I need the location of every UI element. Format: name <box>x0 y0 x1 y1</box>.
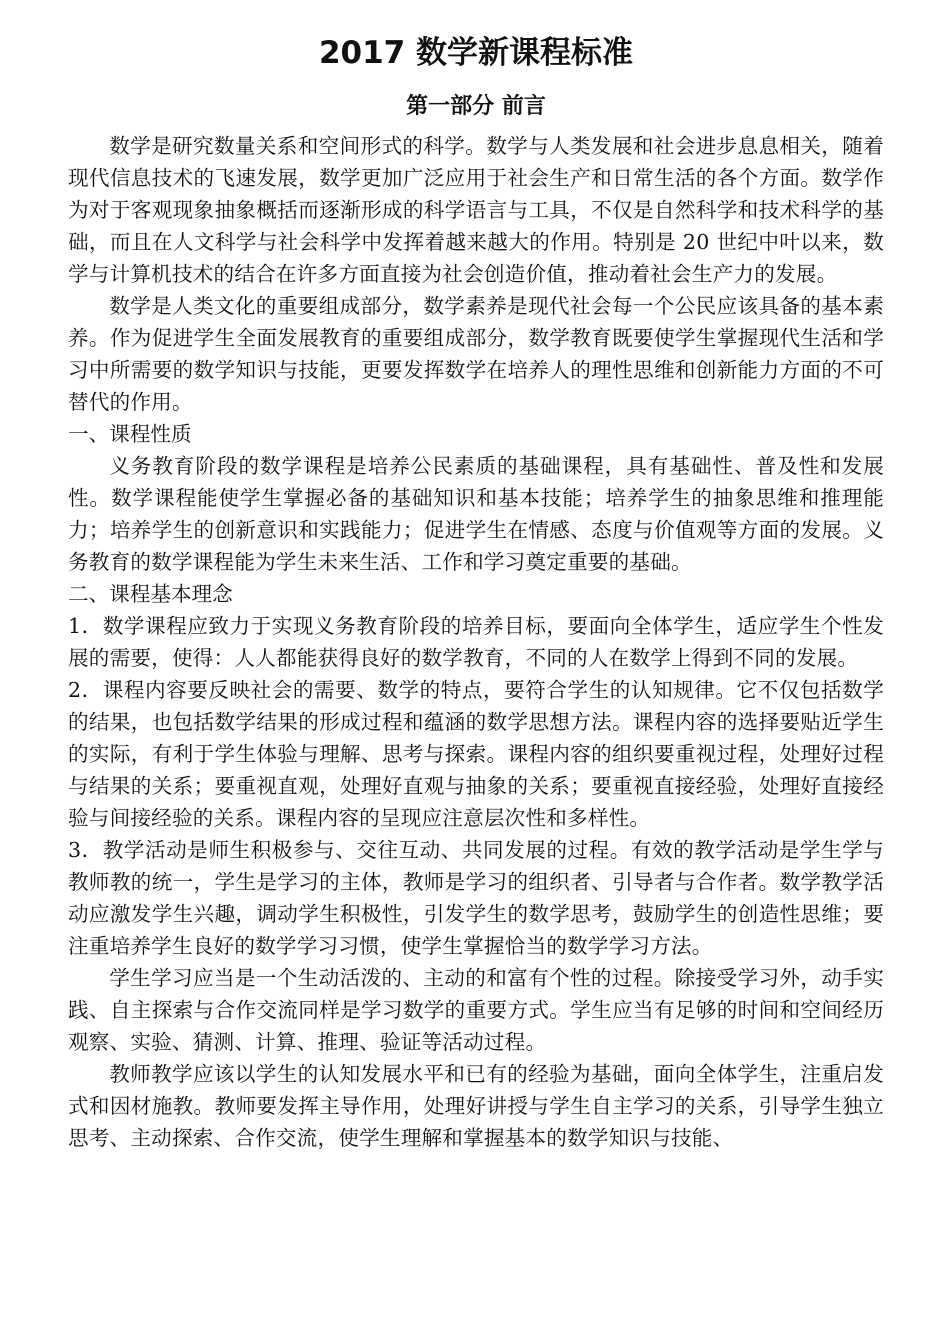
document-title: 2017 数学新课程标准 <box>318 35 634 71</box>
document-page <box>68 30 884 1154</box>
section-heading-course-nature: 一、课程性质 <box>68 422 192 446</box>
concept-item-1: 1．数学课程应致力于实现义务教育阶段的培养目标，要面向全体学生，适应学生个性发展的需要，使得：人人都能获得良好的数学教育，不同的人在数学上得到不同的发展。 <box>68 614 884 670</box>
teacher-teaching-paragraph: 教师教学应该以学生的认知发展水平和已有的经验为基础，面向全体学生，注重启发式和因材施教。教师要发挥主导作用，处理好讲授与学生自主学习的关系，引导学生独立思考、主动探索、合作交流，使学生理解和掌握基本的数学知识与技能、 <box>68 1062 884 1150</box>
intro-paragraph-2: 数学是人类文化的重要组成部分，数学素养是现代社会每一个公民应该具备的基本素养。作为促进学生全面发展教育的重要组成部分，数学教育既要使学生掌握现代生活和学习中所需要的数学知识与技能，更要发挥数学在培养人的理性思维和创新能力方面的不可替代的作用。 <box>68 294 884 414</box>
concept-item-2: 2．课程内容要反映社会的需要、数学的特点，要符合学生的认知规律。它不仅包括数学的结果，也包括数学结果的形成过程和蕴涵的数学思想方法。课程内容的选择要贴近学生的实际，有利于学生体验与理解、思考与探索。课程内容的组织要重视过程，处理好过程与结果的关系；要重视直观，处理好直观与抽象的关系；要重视直接经验，处理好直接经验与间接经验的关系。课程内容的呈现应注意层次性和多样性。 <box>68 678 884 830</box>
student-learning-paragraph: 学生学习应当是一个生动活泼的、主动的和富有个性的过程。除接受学习外，动手实践、自主探索与合作交流同样是学习数学的重要方式。学生应当有足够的时间和空间经历观察、实验、猜测、计算、推理、验证等活动过程。 <box>68 966 884 1054</box>
intro-paragraph-1: 数学是研究数量关系和空间形式的科学。数学与人类发展和社会进步息息相关，随着现代信息技术的飞速发展，数学更加广泛应用于社会生产和日常生活的各个方面。数学作为对于客观现象抽象概括而逐渐形成的科学语言与工具，不仅是自然科学和技术科学的基础，而且在人文科学与社会科学中发挥着越来越大的作用。特别是 20 世纪中叶以来，数学与计算机技术的结合在许多方面直接为社会创造价值，推动着社会生产力的发展。 <box>68 134 884 286</box>
section-heading-basic-concepts: 二、课程基本理念 <box>68 582 233 606</box>
concept-item-3: 3．教学活动是师生积极参与、交往互动、共同发展的过程。有效的教学活动是学生学与教师教的统一，学生是学习的主体，教师是学习的组织者、引导者与合作者。数学教学活动应激发学生兴趣，调动学生积极性，引发学生的数学思考，鼓励学生的创造性思维；要注重培养学生良好的数学学习习惯，使学生掌握恰当的数学学习方法。 <box>68 838 884 958</box>
part-heading: 第一部分 前言 <box>406 93 546 119</box>
course-nature-paragraph: 义务教育阶段的数学课程是培养公民素质的基础课程，具有基础性、普及性和发展性。数学课程能使学生掌握必备的基础知识和基本技能；培养学生的抽象思维和推理能力；培养学生的创新意识和实践能力；促进学生在情感、态度与价值观等方面的发展。义务教育的数学课程能为学生未来生活、工作和学习奠定重要的基础。 <box>68 454 884 574</box>
